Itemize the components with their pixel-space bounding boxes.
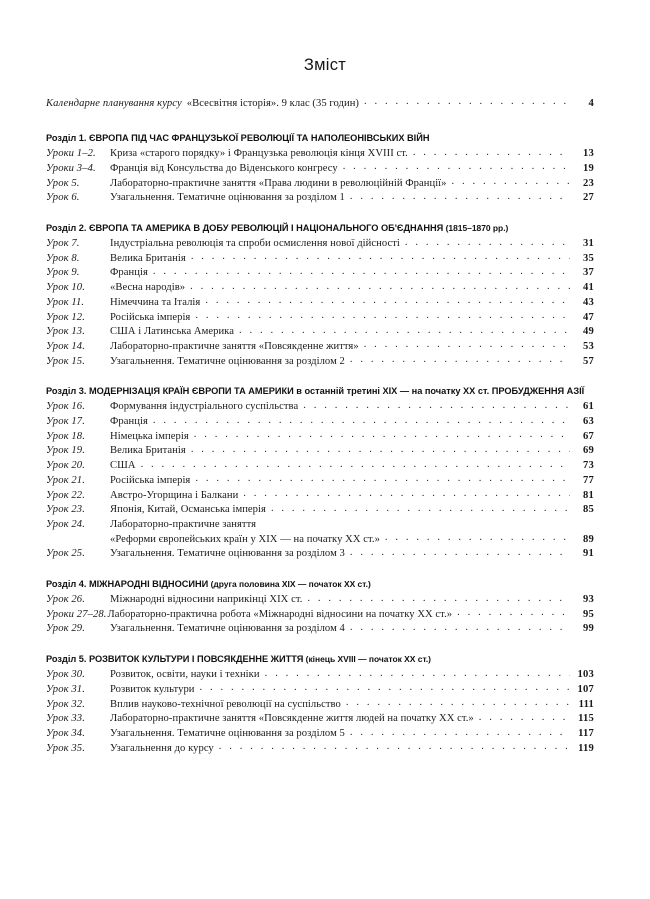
leader-dots (479, 711, 570, 726)
toc-entry-label: Урок 5. (46, 177, 80, 189)
toc-entry-calendar[interactable] (46, 97, 594, 112)
toc-entry-label: Урок 22. (46, 489, 85, 501)
toc-entry-page: 89 (583, 533, 594, 545)
toc-sections (46, 132, 594, 756)
toc-entry-label: Урок 10. (46, 282, 85, 294)
leader-dots (141, 458, 570, 473)
toc-entry-label: Урок 35. (46, 742, 85, 754)
toc-entry-page: 41 (583, 282, 594, 294)
toc-entry-title: Японія, Китай, Османська імперія (110, 504, 266, 516)
page-title: Зміст (303, 56, 347, 74)
toc-entry-page: 61 (583, 401, 594, 413)
toc-entry-label: Урок 34. (46, 728, 85, 739)
leader-dots (265, 667, 570, 682)
toc-entry-title: Розвиток культури (110, 683, 195, 695)
leader-dots (205, 294, 570, 309)
leader-dots (153, 265, 570, 280)
toc-entry-label: Уроки 1–2. (46, 148, 96, 160)
toc-entry-title: Розвиток, освіти, науки і техніки (110, 669, 260, 681)
toc-section-heading-main: Розділ 3. МОДЕРНІЗАЦІЯ КРАЇН ЄВРОПИ ТА АМЕРИКИ в останній третині XIX — на початку XX ст. ПРОБУДЖЕННЯ АЗІЇ (46, 385, 585, 397)
leader-dots (405, 236, 570, 251)
toc-entry-title: Німецька імперія (110, 430, 189, 442)
toc-entry-label: Урок 26. (46, 594, 85, 606)
toc-entry-title: Міжнародні відносини наприкінці XIX ст. (110, 594, 303, 606)
toc-entry-label: Урок 8. (46, 252, 80, 264)
toc-entry-list (46, 593, 594, 637)
toc-entry-page: 77 (583, 474, 594, 486)
toc-entry-title: Криза «старого порядку» і Французька революція кінця XVIII ст. (110, 148, 408, 160)
toc-section-heading (46, 385, 586, 397)
toc-entry-title: Велика Британія (110, 445, 186, 457)
toc-entry-title: Франція (110, 416, 148, 428)
toc-section-heading (46, 578, 586, 590)
toc-entry-label: Урок 15. (46, 355, 85, 367)
toc-entry[interactable] (46, 742, 594, 757)
toc-entry-page: 53 (583, 340, 594, 352)
toc-entry-list (46, 668, 594, 756)
toc-entry-list (46, 237, 594, 369)
leader-dots (350, 190, 570, 205)
leader-dots (195, 309, 570, 324)
leader-dots (413, 146, 570, 161)
leader-dots (364, 95, 570, 110)
toc-entry-list (46, 147, 594, 206)
leader-dots (239, 324, 570, 339)
toc-entry-title: Німеччина та Італія (110, 296, 201, 308)
toc-entry-title: США (110, 460, 136, 472)
toc-entry-title: Австро-Угорщина і Балкани (110, 489, 239, 501)
toc-entry-label: Урок 29. (46, 623, 85, 635)
toc-entry-title: Лабораторно-практичне заняття «Права людини в революційній Франції» (110, 177, 447, 189)
toc-entry-page: 95 (583, 608, 594, 620)
toc-entry-page: 31 (583, 238, 594, 250)
toc-entry-label: Урок 31. (46, 683, 85, 695)
toc-entry-label: Урок 7. (46, 238, 80, 250)
toc-entry-page: 81 (583, 489, 594, 501)
toc-entry-label: Урок 13. (46, 326, 85, 338)
toc-entry-indent (46, 533, 110, 548)
toc-entry-title: Формування індустріального суспільства (110, 401, 299, 413)
leader-dots (191, 443, 570, 458)
toc-section (46, 578, 594, 637)
toc-entry-page: 67 (583, 430, 594, 442)
toc-entry-title: Узагальнення до курсу (110, 742, 214, 754)
toc-entry-title: Франція від Консульства до Віденського конгресу (110, 162, 338, 174)
leader-dots (457, 606, 570, 621)
toc-section-heading-main: Розділ 1. ЄВРОПА ПІД ЧАС ФРАНЦУЗЬКОЇ РЕВОЛЮЦІЇ ТА НАПОЛЕОНІВСЬКИХ ВІЙН (46, 132, 430, 144)
leader-dots (350, 353, 570, 368)
toc-entry-label: Уроки 27–28. (46, 608, 107, 620)
toc-entry-label: Урок 11. (46, 296, 85, 308)
toc-entry[interactable] (46, 191, 594, 206)
toc-entry-title: Російська імперія (110, 311, 191, 323)
toc-entry-title: Лабораторно-практична робота «Міжнародні відносини на початку XX ст.» (107, 608, 453, 620)
toc-section (46, 222, 594, 369)
toc-entry-page: 99 (583, 623, 594, 635)
leader-dots (350, 621, 570, 636)
toc-entry-page: 35 (583, 252, 594, 264)
toc-section-heading-period: (1815–1870 рр.) (443, 223, 509, 234)
toc-entry[interactable] (46, 503, 594, 518)
leader-dots (194, 428, 570, 443)
leader-dots (219, 740, 570, 755)
toc-section-heading-period: (кінець XVIII — початок XX ст.) (303, 654, 431, 665)
leader-dots (190, 280, 570, 295)
leader-dots (307, 592, 570, 607)
toc-entry-label: Урок 33. (46, 713, 85, 725)
toc-entry-label: Урок 16. (46, 401, 85, 413)
toc-entry-page: 111 (578, 698, 594, 710)
leader-dots (364, 338, 570, 353)
leader-dots (343, 160, 570, 175)
toc-entry-label: Урок 9. (46, 267, 80, 279)
toc-entry-page: 19 (583, 162, 594, 174)
toc-entry-page: 85 (583, 504, 594, 516)
toc-entry-label: Урок 20. (46, 460, 85, 472)
toc-entry-title: Лабораторно-практичне заняття «Повсякденне життя людей на початку XX ст.» (110, 713, 474, 725)
leader-dots (452, 175, 570, 190)
toc-entry-title-line2: «Реформи європейських країн у XIX — на початку XX ст.» (110, 533, 380, 545)
toc-section-heading-main: Розділ 2. ЄВРОПА ТА АМЕРИКА В ДОБУ РЕВОЛЮЦІЙ І НАЦІОНАЛЬНОГО ОБ'ЄДНАННЯ (46, 222, 444, 234)
toc-entry-label: Урок 30. (46, 669, 85, 681)
toc-entry-page: 47 (583, 311, 594, 323)
toc-entry-label: Урок 12. (46, 311, 85, 323)
toc-entry-label: Урок 21. (46, 474, 85, 486)
toc-entry-title: Узагальнення. Тематичне оцінювання за розділом 1 (110, 192, 345, 204)
toc-section-heading (46, 132, 586, 144)
toc-section-heading-main: Розділ 4. МІЖНАРОДНІ ВІДНОСИНИ (46, 578, 209, 590)
toc-entry-label: Урок 14. (46, 340, 85, 352)
toc-entry-title: Індустріальна революція та спроби осмислення нової дійсності (110, 238, 400, 250)
toc-entry-title: Узагальнення. Тематичне оцінювання за розділом 4 (110, 623, 345, 635)
toc-entry-page: 13 (583, 148, 594, 160)
toc-section-heading-main: Розділ 5. РОЗВИТОК КУЛЬТУРИ І ПОВСЯКДЕННЕ ЖИТТЯ (46, 653, 304, 665)
toc-entry-page: 117 (578, 728, 594, 739)
toc-entry-label: Урок 24. (46, 518, 85, 530)
toc-entry-page: 119 (578, 742, 594, 754)
toc-entry-title: «Всесвітня історія». 9 клас (35 годин) (186, 97, 359, 109)
leader-dots (346, 696, 570, 711)
toc-entry-page: 57 (583, 355, 594, 367)
leader-dots (271, 502, 570, 517)
leader-dots (195, 472, 570, 487)
toc-entry-label: Урок 6. (46, 192, 80, 204)
toc-section-heading (46, 653, 586, 665)
toc-entry-list (46, 400, 594, 562)
toc-entry-page: 37 (583, 267, 594, 279)
toc-entry-title: Узагальнення. Тематичне оцінювання за розділом 3 (110, 548, 345, 560)
toc-section (46, 385, 594, 562)
toc-entry-page: 115 (578, 713, 594, 725)
toc-entry-title: Російська імперія (110, 474, 191, 486)
toc-entry-title: «Весна народів» (110, 282, 186, 294)
toc-entry-page: 23 (583, 177, 594, 189)
toc-entry-label: Урок 17. (46, 416, 85, 428)
toc-entry[interactable] (46, 355, 594, 370)
toc-entry-page: 107 (577, 683, 594, 695)
toc-section (46, 653, 594, 756)
toc-entry-title: Франція (110, 267, 148, 279)
toc-entry-title: Лабораторно-практичне заняття «Повсякденне життя» (110, 340, 359, 352)
toc-entry-page: 91 (583, 548, 594, 560)
leader-dots (200, 681, 570, 696)
toc-entry-label: Урок 19. (46, 445, 85, 457)
toc-entry-title: Велика Британія (110, 252, 186, 264)
toc-entry-title: Вплив науково-технічної революції на суспільство (110, 698, 341, 710)
toc-entry-label: Урок 23. (46, 504, 85, 516)
toc-entry-title: Узагальнення. Тематичне оцінювання за розділом 5 (110, 728, 345, 739)
toc-entry[interactable] (46, 622, 594, 637)
toc-entry-page: 43 (583, 296, 594, 308)
toc-entry-page: 49 (583, 326, 594, 338)
table-of-contents (0, 97, 650, 757)
toc-entry-page: 69 (583, 445, 594, 457)
toc-section (46, 132, 594, 206)
leader-dots (303, 399, 570, 414)
toc-entry-page: 27 (583, 192, 594, 204)
leader-dots (243, 487, 570, 502)
toc-section-heading (46, 222, 586, 234)
toc-entry-label: Календарне планування курсу (46, 97, 182, 109)
toc-entry-label: Уроки 3–4. (46, 162, 96, 174)
leader-dots (385, 531, 570, 546)
toc-entry-title: Узагальнення. Тематичне оцінювання за розділом 2 (110, 355, 345, 367)
toc-entry-page: 63 (583, 416, 594, 428)
leader-dots (350, 726, 570, 741)
toc-entry[interactable] (46, 547, 594, 562)
toc-section-heading-period: (друга половина XIX — початок XX ст.) (208, 579, 371, 590)
toc-entry-page: 93 (583, 594, 594, 606)
toc-entry-page: 103 (577, 669, 594, 681)
toc-entry-page: 4 (588, 97, 594, 109)
leader-dots (191, 250, 570, 265)
toc-entry-title: Лабораторно-практичне заняття (110, 518, 257, 530)
toc-entry-label: Урок 32. (46, 698, 85, 710)
toc-entry-label: Урок 18. (46, 430, 85, 442)
toc-entry-title: США і Латинська Америка (110, 326, 234, 338)
leader-dots (350, 546, 570, 561)
toc-entry-label: Урок 25. (46, 548, 85, 560)
leader-dots (153, 414, 570, 429)
toc-entry-page: 73 (583, 460, 594, 472)
